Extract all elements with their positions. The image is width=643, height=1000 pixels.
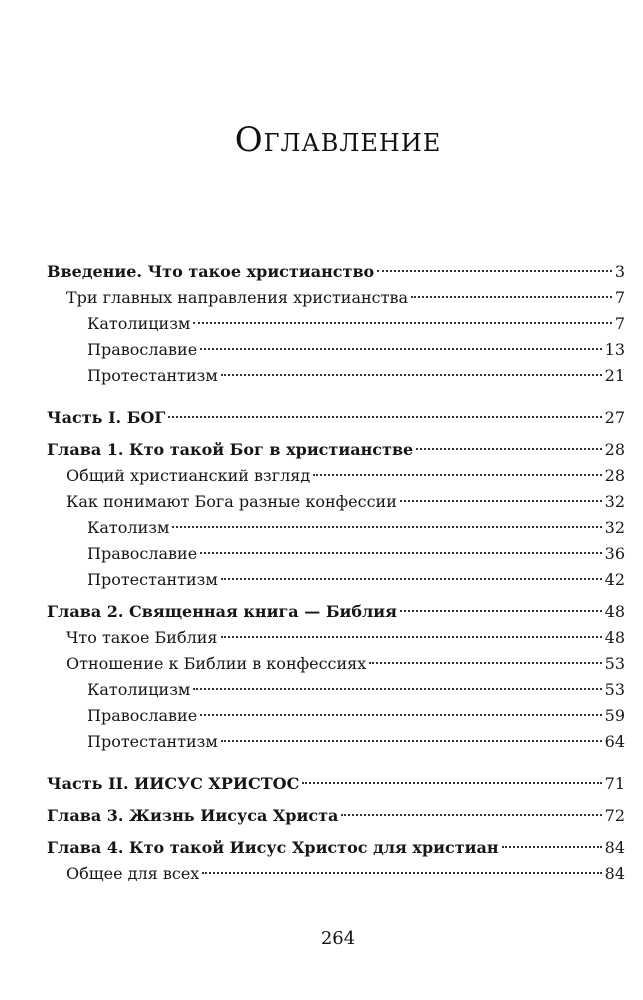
dot-leader	[313, 474, 601, 476]
dot-leader	[377, 270, 612, 272]
toc-entry-page: 32	[604, 492, 625, 511]
toc-entry[interactable]	[47, 405, 625, 431]
toc-entry-title: Глава 1. Кто такой Бог в христианстве	[47, 440, 414, 459]
toc-entry[interactable]	[47, 861, 625, 887]
toc-entry-title: Как понимают Бога разные конфессии	[66, 492, 397, 511]
table-of-contents	[47, 259, 625, 887]
toc-entry-title: Глава 3. Жизнь Иисуса Христа	[47, 806, 339, 825]
toc-entry-page: 48	[604, 628, 625, 647]
dot-leader	[411, 296, 612, 298]
toc-entry-page: 28	[604, 466, 625, 485]
toc-entry-title: Православие	[87, 706, 198, 725]
toc-entry-title: Введение. Что такое христианство	[47, 262, 375, 281]
dot-leader	[172, 526, 601, 528]
toc-entry-page: 72	[604, 806, 625, 825]
toc-entry[interactable]	[47, 771, 625, 797]
toc-entry[interactable]	[47, 835, 625, 861]
toc-entry-title: Что такое Библия	[66, 628, 218, 647]
toc-entry-title: Отношение к Библии в конфессиях	[66, 654, 367, 673]
toc-entry-title: Православие	[87, 340, 198, 359]
toc-entry[interactable]	[47, 363, 625, 389]
dot-leader	[400, 500, 602, 502]
dot-leader	[193, 322, 611, 324]
toc-entry-page: 36	[604, 544, 625, 563]
toc-entry-title: Католицизм	[87, 314, 191, 333]
toc-entry-title: Протестантизм	[87, 732, 218, 751]
toc-entry[interactable]	[47, 651, 625, 677]
toc-entry[interactable]	[47, 437, 625, 463]
dot-leader	[202, 872, 601, 874]
toc-entry-page: 64	[604, 732, 625, 751]
toc-entry-title: Общий христианский взгляд	[66, 466, 311, 485]
dot-leader	[193, 688, 601, 690]
dot-leader	[221, 636, 602, 638]
dot-leader	[416, 448, 601, 450]
toc-entry[interactable]	[47, 803, 625, 829]
toc-entry-title: Протестантизм	[87, 366, 218, 385]
page-title: Оглавление	[234, 119, 442, 160]
toc-entry-page: 42	[604, 570, 625, 589]
dot-leader	[168, 416, 601, 418]
toc-entry[interactable]	[47, 489, 625, 515]
page-number: 264	[320, 928, 356, 949]
toc-entry-title: Часть I. БОГ	[47, 408, 166, 427]
toc-entry-page: 71	[604, 774, 625, 793]
toc-entry-page: 48	[604, 602, 625, 621]
toc-entry[interactable]	[47, 541, 625, 567]
toc-entry-page: 53	[604, 680, 625, 699]
toc-entry-page: 7	[614, 314, 625, 333]
toc-entry-page: 32	[604, 518, 625, 537]
toc-entry-page: 3	[614, 262, 625, 281]
toc-entry-page: 84	[604, 838, 625, 857]
toc-entry[interactable]	[47, 599, 625, 625]
toc-entry[interactable]	[47, 625, 625, 651]
toc-entry-title: Глава 4. Кто такой Иисус Христос для христиан	[47, 838, 499, 857]
toc-entry-page: 21	[604, 366, 625, 385]
toc-entry-title: Три главных направления христианства	[66, 288, 409, 307]
toc-entry-title: Протестантизм	[87, 570, 218, 589]
dot-leader	[369, 662, 601, 664]
toc-entry[interactable]	[47, 703, 625, 729]
dot-leader	[221, 578, 602, 580]
toc-entry-page: 13	[604, 340, 625, 359]
toc-entry[interactable]	[47, 729, 625, 755]
toc-entry-title: Католизм	[87, 518, 170, 537]
toc-entry[interactable]	[47, 515, 625, 541]
dot-leader	[221, 740, 602, 742]
toc-entry[interactable]	[47, 285, 625, 311]
toc-entry[interactable]	[47, 337, 625, 363]
toc-entry-page: 28	[604, 440, 625, 459]
dot-leader	[502, 846, 602, 848]
dot-leader	[221, 374, 602, 376]
dot-leader	[302, 782, 601, 784]
toc-entry-title: Часть II. ИИСУС ХРИСТОС	[47, 774, 300, 793]
toc-entry-title: Глава 2. Священная книга — Библия	[47, 602, 397, 621]
toc-entry-title: Общее для всех	[66, 864, 200, 883]
toc-entry[interactable]	[47, 311, 625, 337]
dot-leader	[200, 348, 601, 350]
toc-entry[interactable]	[47, 463, 625, 489]
toc-entry[interactable]	[47, 259, 625, 285]
toc-entry-title: Католицизм	[87, 680, 191, 699]
toc-entry-page: 53	[604, 654, 625, 673]
dot-leader	[200, 552, 601, 554]
dot-leader	[341, 814, 601, 816]
toc-entry-page: 7	[614, 288, 625, 307]
toc-entry-title: Православие	[87, 544, 198, 563]
toc-entry-page: 59	[604, 706, 625, 725]
dot-leader	[400, 610, 602, 612]
toc-entry[interactable]	[47, 567, 625, 593]
dot-leader	[200, 714, 601, 716]
toc-entry-page: 27	[604, 408, 625, 427]
toc-entry-page: 84	[604, 864, 625, 883]
toc-entry[interactable]	[47, 677, 625, 703]
